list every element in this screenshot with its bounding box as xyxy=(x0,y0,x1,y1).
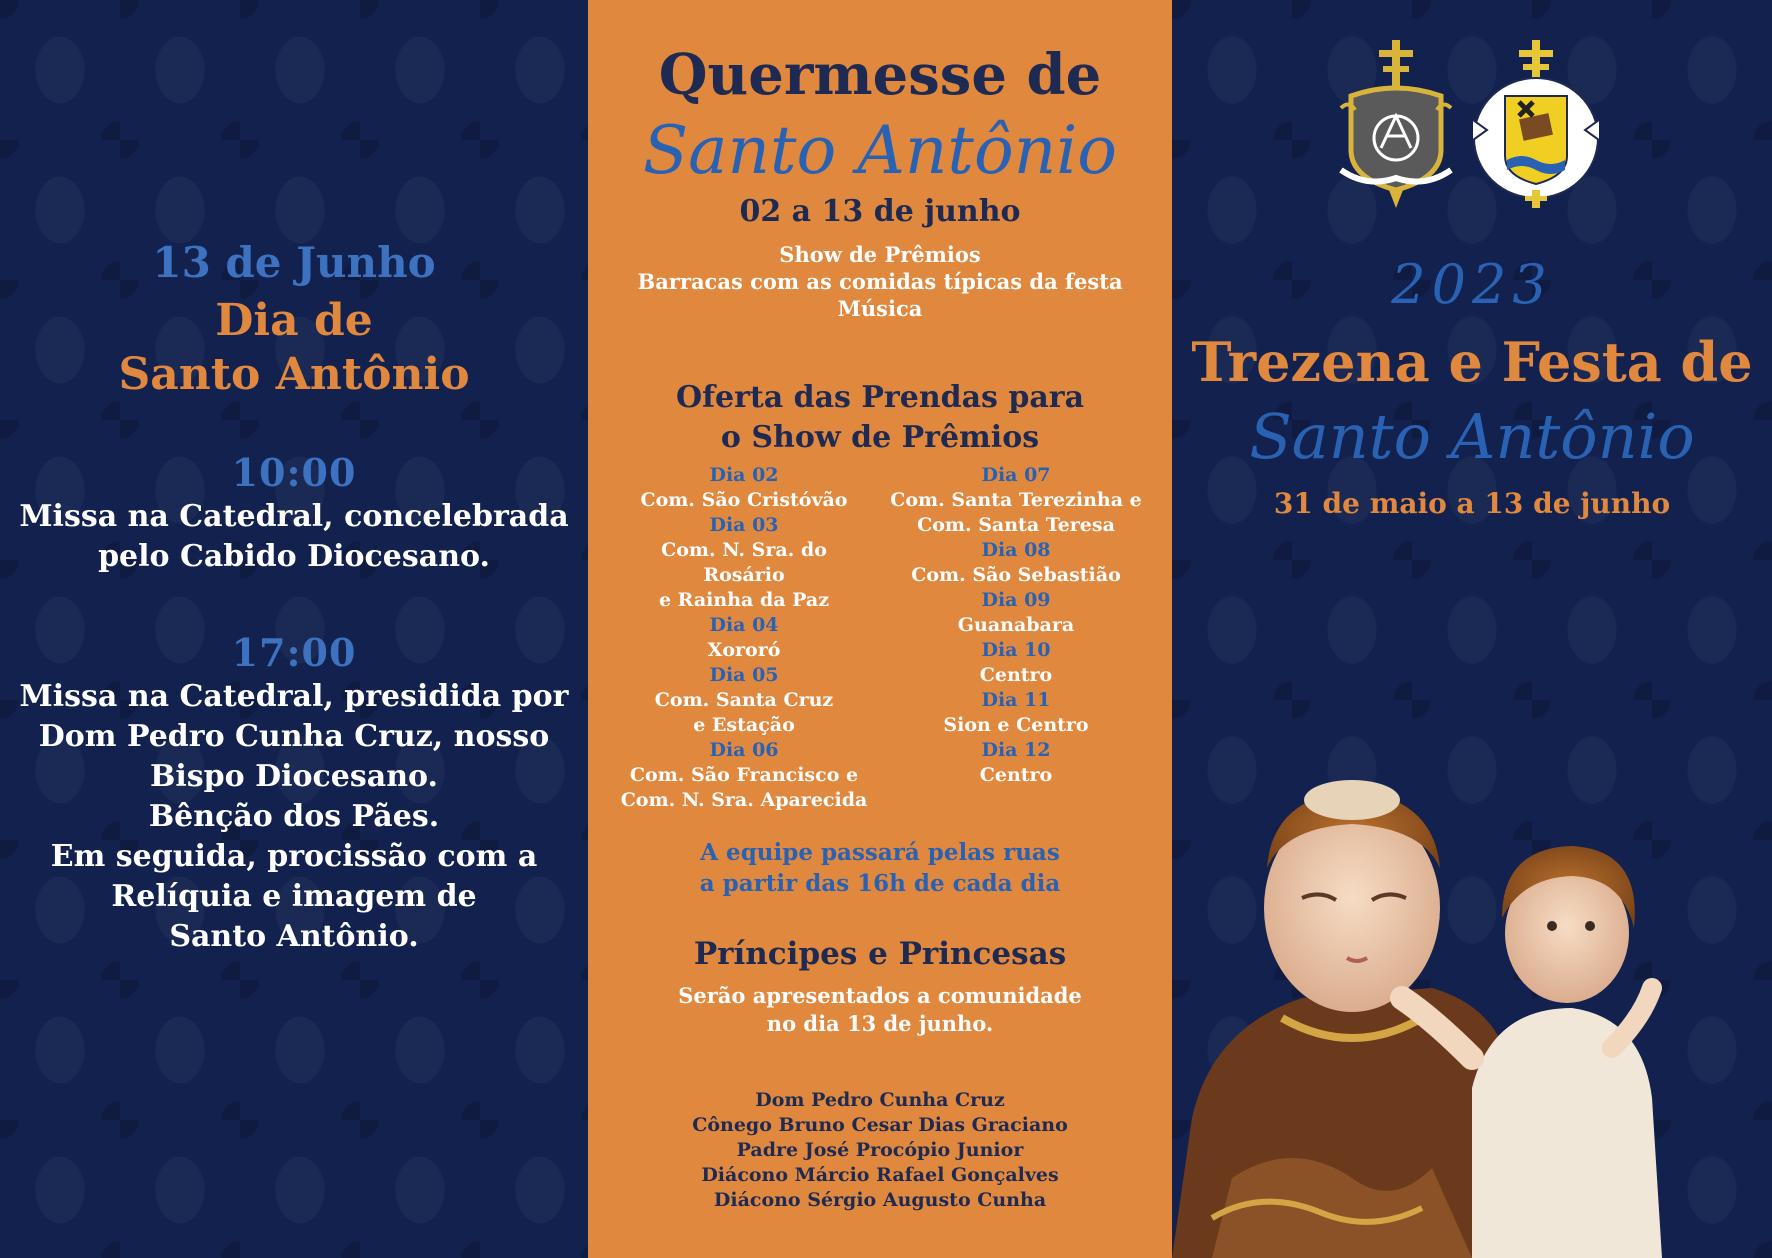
schedule-day: Dia 10 xyxy=(981,639,1051,661)
parish-crest-icon xyxy=(1467,38,1605,210)
principes-note: Serão apresentados a comunidade no dia 13 de junho. xyxy=(678,983,1082,1036)
quermesse-script-title: Santo Antônio xyxy=(642,112,1118,189)
schedule-day: Dia 07 xyxy=(981,464,1051,486)
schedule-community: Sion e Centro xyxy=(943,714,1089,736)
schedule-community: e Estação xyxy=(693,714,795,736)
diocese-crest-icon xyxy=(1337,38,1455,210)
mass-description-1: Missa na Catedral, concelebrada pelo Cabido Diocesano. xyxy=(19,499,569,574)
quermesse-dates: 02 a 13 de junho xyxy=(739,194,1021,229)
equipe-note: A equipe passará pelas ruas a partir das 16h de cada dia xyxy=(699,839,1061,897)
quermesse-attractions: Show de Prêmios Barracas com as comidas típicas da festa Música xyxy=(637,242,1123,321)
schedule-day: Dia 02 xyxy=(709,464,779,486)
schedule-day: Dia 11 xyxy=(981,689,1051,711)
schedule-community: Rosário xyxy=(703,564,785,586)
schedule-community: Centro xyxy=(979,664,1053,686)
trezena-script-title: Santo Antônio xyxy=(1249,400,1695,473)
schedule-columns xyxy=(608,463,1152,813)
schedule-community: e Rainha da Paz xyxy=(658,589,830,611)
schedule-day: Dia 03 xyxy=(709,514,779,536)
clergy-list: Dom Pedro Cunha Cruz Cônego Bruno Cesar Dias Graciano Padre José Procópio Junior Diácono Márcio Rafael Gonçalves Diácono Sérgio Augusto Cunha xyxy=(692,1089,1068,1211)
feast-date: 13 de Junho xyxy=(152,238,436,287)
schedule-day: Dia 12 xyxy=(981,739,1051,761)
schedule-day: Dia 08 xyxy=(981,539,1051,561)
feast-name: Dia de Santo Antônio xyxy=(118,295,470,400)
schedule-community: Com. São Cristóvão xyxy=(640,489,848,511)
schedule-day: Dia 04 xyxy=(709,614,779,636)
schedule-day: Dia 05 xyxy=(709,664,779,686)
quermesse-title: Quermesse de xyxy=(658,42,1102,108)
middle-panel xyxy=(588,0,1172,1258)
schedule-community: Centro xyxy=(979,764,1053,786)
mass-time-2: 17:00 xyxy=(231,630,357,675)
schedule-community: Guanabara xyxy=(957,614,1075,636)
oferta-heading: Oferta das Prendas para o Show de Prêmios xyxy=(675,380,1085,455)
schedule-community: Com. São Sebastião xyxy=(911,564,1121,586)
schedule-community: Com. Santa Terezinha e xyxy=(890,489,1142,511)
mass-description-2: Missa na Catedral, presidida por Dom Pedro Cunha Cruz, nosso Bispo Diocesano. Bênção dos Pães. Em seguida, procissão com a Relíquia e imagem de Santo Antônio. xyxy=(19,679,569,954)
event-year: 2023 xyxy=(1391,253,1553,316)
trezena-title: Trezena e Festa de xyxy=(1191,330,1753,394)
schedule-community: Com. N. Sra. do xyxy=(661,539,827,561)
schedule-day: Dia 09 xyxy=(981,589,1051,611)
schedule-community: Xororó xyxy=(707,639,781,661)
principes-heading: Príncipes e Princesas xyxy=(693,936,1067,972)
schedule-community: Com. Santa Cruz xyxy=(654,689,834,711)
schedule-community: Com. São Francisco e xyxy=(629,764,859,786)
schedule-column-2 xyxy=(880,463,1152,813)
saint-anthony-statue-image xyxy=(1172,758,1772,1258)
right-panel xyxy=(1172,0,1772,1258)
schedule-community: Com. Santa Teresa xyxy=(917,514,1115,536)
left-panel xyxy=(0,0,588,1258)
trezena-dates: 31 de maio a 13 de junho xyxy=(1273,487,1671,520)
mass-time-1: 10:00 xyxy=(231,450,357,495)
schedule-column-1 xyxy=(608,463,880,813)
schedule-day: Dia 06 xyxy=(709,739,779,761)
schedule-community: Com. N. Sra. Aparecida xyxy=(620,789,868,811)
